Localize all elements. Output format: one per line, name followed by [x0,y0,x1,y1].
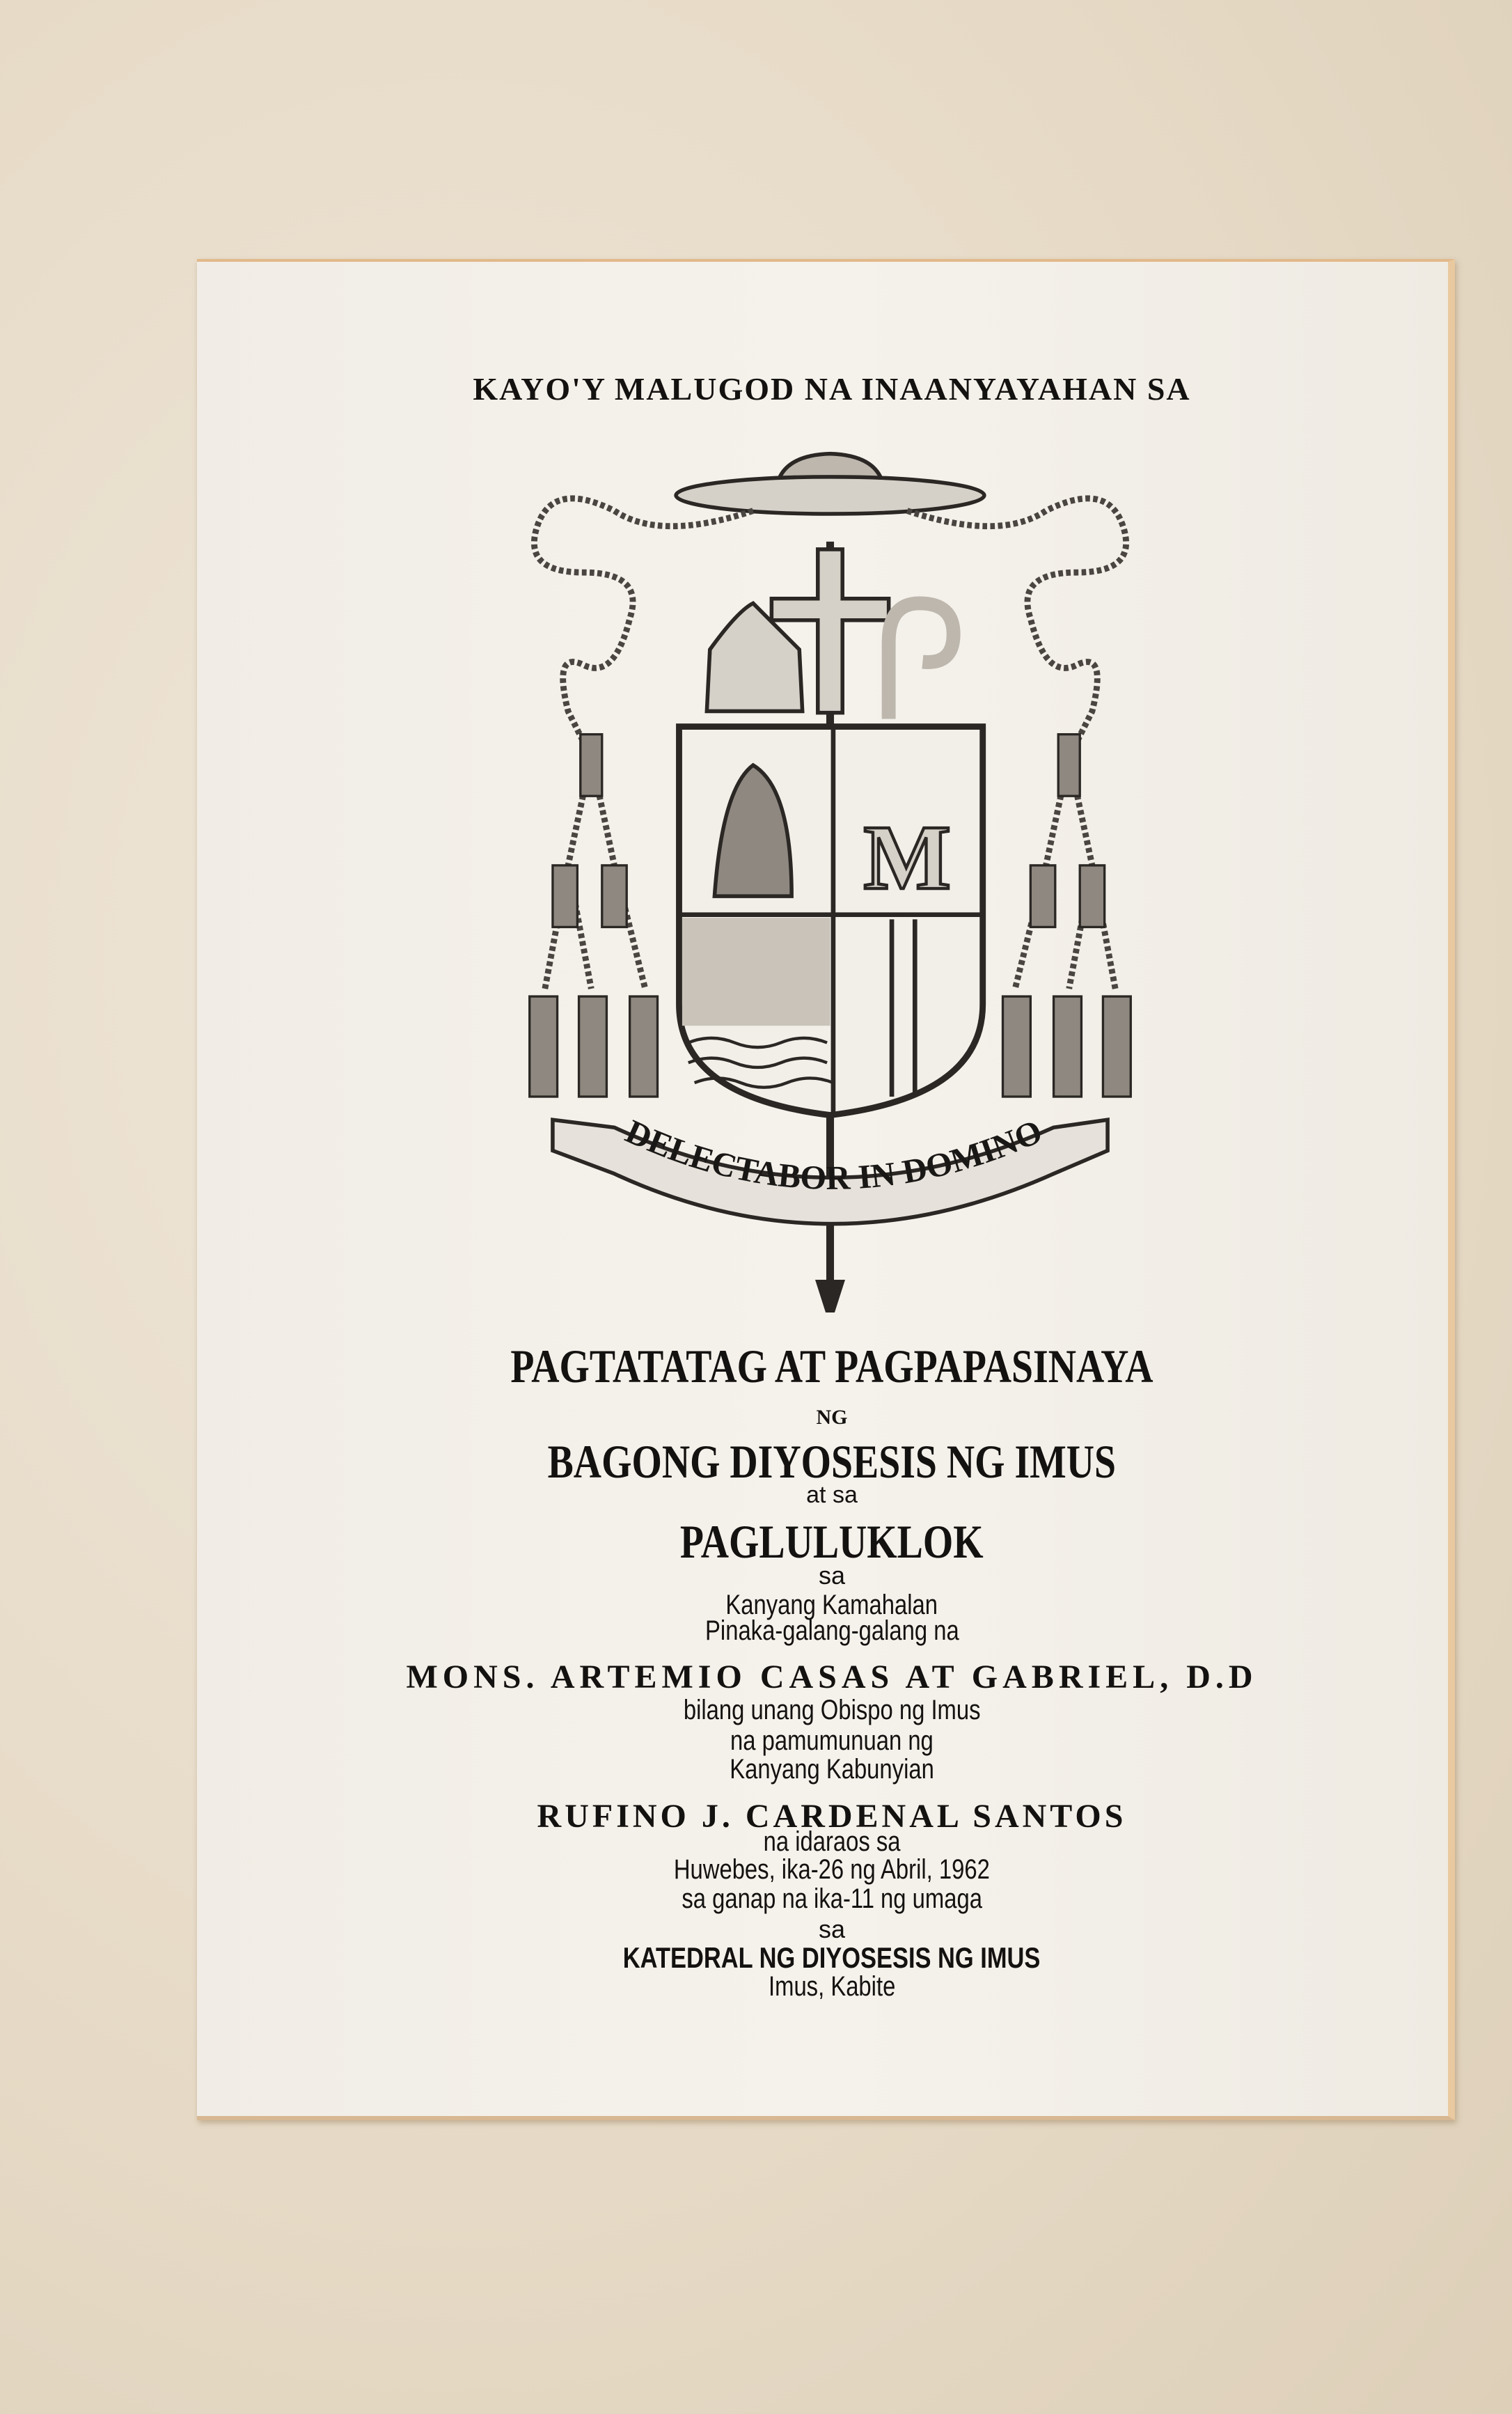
place: Imus, Kabite [768,1971,896,2002]
title-bagong-diyosesis: BAGONG DIYOSESIS NG IMUS [547,1435,1117,1488]
title-pagtatatag: PAGTATATAG AT PAGPAPASINAYA [510,1340,1153,1393]
monogram-m: M [863,806,951,909]
galero-hat-icon [676,454,984,514]
text-bilang: bilang unang Obispo ng Imus [683,1695,981,1725]
invitation-header: KAYO'Y MALUGOD NA INAANYAYAHAN SA [473,371,1191,407]
staff-tip-icon [818,1282,842,1312]
coat-of-arms [521,449,1140,1312]
text-sa: sa [818,1561,846,1590]
event-time: sa ganap na ika-11 ng umaga [682,1883,982,1914]
text-pamumunuan: na pamumunuan ng [730,1725,934,1756]
event-date: Huwebes, ika-26 ng Abril, 1962 [673,1854,990,1885]
shield-icon [679,727,983,1115]
text-pinaka: Pinaka-galang-galang na [704,1615,959,1646]
cardinal-name: RUFINO J. CARDENAL SANTOS [537,1798,1127,1835]
text-at-sa: at sa [806,1482,858,1508]
text-sa-2: sa [818,1915,846,1943]
text-ng: NG [816,1406,848,1429]
text-kabunyian: Kanyang Kabunyian [730,1754,934,1785]
bishop-name: MONS. ARTEMIO CASAS AT GABRIEL, D.D [406,1659,1258,1695]
crozier-icon [889,603,954,719]
title-pagluluklok: PAGLULUKLOK [680,1515,984,1568]
venue: KATEDRAL NG DIYOSESIS NG IMUS [623,1941,1041,1974]
invitation-page [197,259,1455,2120]
text-kamahalan: Kanyang Kamahalan [725,1590,938,1620]
motto-text: DELECTABOR IN DOMINO [620,1112,1048,1198]
text-idaraos: na idaraos sa [763,1826,901,1857]
